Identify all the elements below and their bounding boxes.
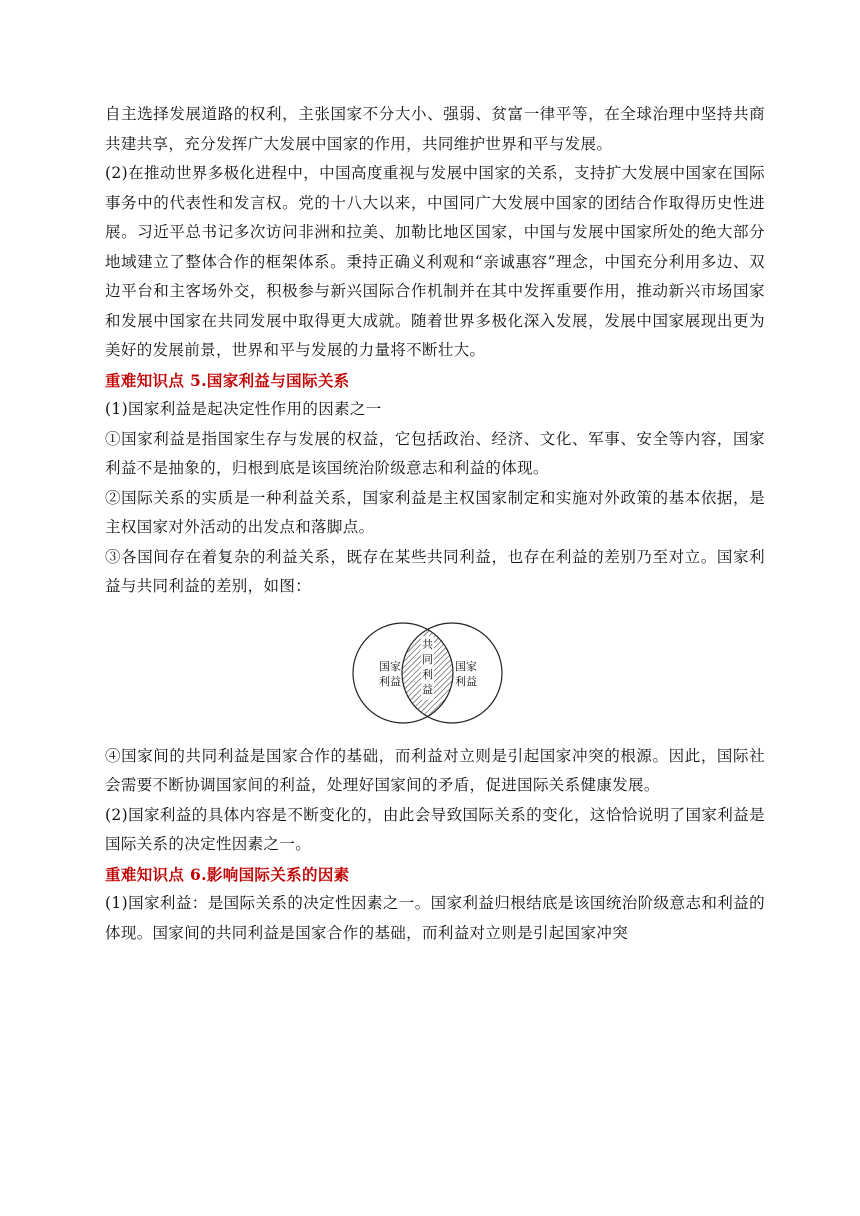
- section-heading: 重难知识点 6.影响国际关系的因素: [105, 864, 350, 884]
- paragraph: (1)国家利益是起决定性作用的因素之一: [105, 400, 382, 418]
- paragraph: ①国家利益是指国家生存与发展的权益，它包括政治、经济、文化、军事、安全等内容，国家利益不是抽象的，归根到底是该国统治阶级意志和利益的体现。: [105, 429, 765, 477]
- overlap-label-char: 同: [422, 652, 433, 666]
- paragraph: ②国际关系的实质是一种利益关系，国家利益是主权国家制定和实施对外政策的基本依据，是主权国家对外活动的出发点和落脚点。: [105, 488, 765, 536]
- overlap-label-char: 益: [422, 682, 433, 696]
- document-body: [105, 100, 765, 948]
- venn-diagram: [351, 612, 503, 736]
- paragraph: 自主选择发展道路的权利，主张国家不分大小、强弱、贫富一律平等，在全球治理中坚持共商共建共享，充分发挥广大发展中国家的作用，共同维护世界和平与发展。: [105, 105, 765, 153]
- overlap-label-char: 利: [422, 667, 433, 681]
- left-circle-label-line1: 国家: [379, 659, 401, 673]
- section-heading: 重难知识点 5.国家利益与国际关系: [105, 370, 350, 390]
- overlap-label-char: 共: [422, 637, 433, 651]
- paragraph: ③各国间存在着复杂的利益关系，既存在某些共同利益，也存在利益的差别乃至对立。国家利益与共同利益的差别，如图：: [105, 547, 765, 595]
- right-circle-label-line1: 国家: [455, 659, 477, 673]
- right-circle-label-line2: 利益: [455, 674, 477, 688]
- paragraph: (2)国家利益的具体内容是不断变化的，由此会导致国际关系的变化，这恰恰说明了国家利益是国际关系的决定性因素之一。: [105, 805, 765, 853]
- paragraph: (2)在推动世界多极化进程中，中国高度重视与发展中国家的关系，支持扩大发展中国家在国际事务中的代表性和发言权。党的十八大以来，中国同广大发展中国家的团结合作取得历史性进展。习近平总书记多次访问非洲和拉美、加勒比地区国家，中国与发展中国家所处的绝大部分地域建立了整体合作的框架体系。秉持正确义利观和“亲诚惠容”理念，中国充分利用多边、双边平台和主客场外交，积极参与新兴国际合作机制并在其中发挥重要作用，推动新兴市场国家和发展中国家在共同发展中取得更大成就。随着世界多极化深入发展，发展中国家展现出更为美好的发展前景，世界和平与发展的力量将不断壮大。: [105, 164, 765, 359]
- left-circle-label-line2: 利益: [379, 674, 401, 688]
- paragraph: (1)国家利益：是国际关系的决定性因素之一。国家利益归根结底是该国统治阶级意志和利益的体现。国家间的共同利益是国家合作的基础，而利益对立则是引起国家冲突: [105, 894, 765, 942]
- venn-diagram-figure: [105, 612, 765, 736]
- paragraph: ④国家间的共同利益是国家合作的基础，而利益对立则是引起国家冲突的根源。因此，国际社会需要不断协调国家间的利益，处理好国家间的矛盾，促进国际关系健康发展。: [105, 746, 765, 794]
